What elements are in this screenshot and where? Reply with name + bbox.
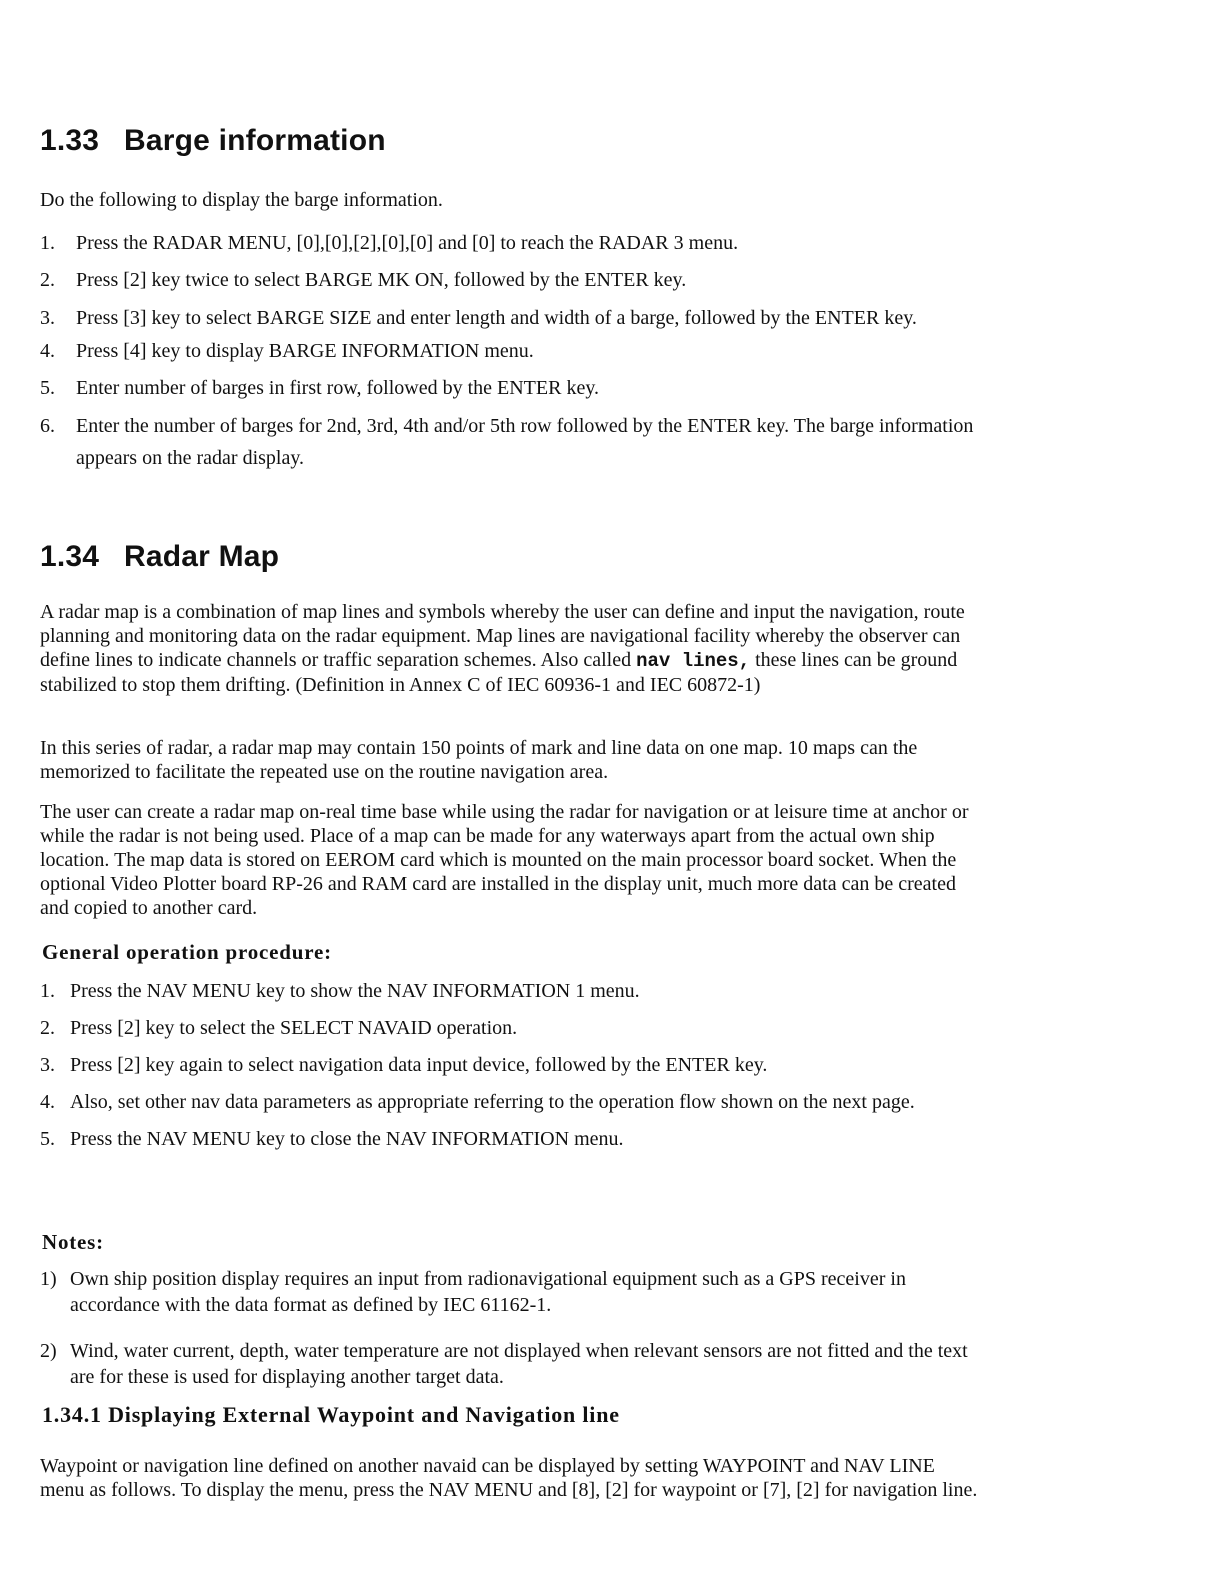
radar-map-paragraph-2: In this series of radar, a radar map may contain 150 points of mark and line data on one map. 10 maps can the memorized to facilitate the repeated use on the routine navigation area. xyxy=(40,737,918,783)
section-133-intro: Do the following to display the barge information. xyxy=(40,189,443,211)
notes-list xyxy=(40,1266,980,1400)
section-134-number: 1.34 xyxy=(40,540,100,573)
list-item: 3. Press [2] key again to select navigation data input device, followed by the ENTER key. xyxy=(40,1054,768,1076)
list-item: 2. Press [2] key to select the SELECT NAVAID operation. xyxy=(40,1017,518,1039)
list-item: 5. Enter number of barges in first row, followed by the ENTER key. xyxy=(40,377,600,399)
list-item: 1) Own ship position display requires an input from radionavigational equipment such as a GPS receiver in accordance with the data format as defined by IEC 61162-1. xyxy=(40,1268,906,1316)
radar-map-paragraph-3: The user can create a radar map on-real time base while using the radar for navigation or at leisure time at anchor or while the radar is not being used. Place of a map can be made for any waterways apart from the actual own ship location. The map data is stored on EEROM card which is mounted on the main processor board socket. When the optional Video Plotter board RP-26 and RAM card are installed in the display unit, much more data can be created and copied to another card. xyxy=(40,801,969,919)
nav-lines-term: nav lines, xyxy=(636,650,751,672)
section-134-title: Radar Map xyxy=(124,540,280,573)
procedure-heading: General operation procedure: xyxy=(42,940,332,964)
section-133-steps xyxy=(40,228,980,484)
section-134-heading xyxy=(40,540,279,574)
notes-heading: Notes: xyxy=(42,1230,104,1254)
procedure-steps xyxy=(40,976,980,1164)
section-133-title: Barge information xyxy=(124,124,386,157)
list-item: 6. Enter the number of barges for 2nd, 3rd, 4th and/or 5th row followed by the ENTER key. The barge information appears on the radar display. xyxy=(40,415,974,469)
list-item: 1. Press the NAV MENU key to show the NAV INFORMATION 1 menu. xyxy=(40,980,640,1002)
list-item: 1. Press the RADAR MENU, [0],[0],[2],[0],[0] and [0] to reach the RADAR 3 menu. xyxy=(40,232,739,254)
list-item: 4. Also, set other nav data parameters as appropriate referring to the operation flow shown on the next page. xyxy=(40,1091,915,1113)
radar-map-paragraph-1: A radar map is a combination of map lines and symbols whereby the user can define and input the navigation, route planning and monitoring data on the radar equipment. Map lines are navigational facility whereby the observer can define lines to indicate channels or traffic separation schemes. Also called nav lines, these lines can be ground stabilized to stop them drifting. (Definition in Annex C of IEC 60936-1 and IEC 60872-1) xyxy=(40,601,965,696)
list-item: 2) Wind, water current, depth, water temperature are not displayed when relevant sensors are not fitted and the text are for these is used for displaying another target data. xyxy=(40,1340,968,1388)
list-item: 5. Press the NAV MENU key to close the NAV INFORMATION menu. xyxy=(40,1128,624,1150)
list-item: 4. Press [4] key to display BARGE INFORMATION menu. xyxy=(40,340,534,362)
list-item: 2. Press [2] key twice to select BARGE MK ON, followed by the ENTER key. xyxy=(40,269,687,291)
list-item: 3. Press [3] key to select BARGE SIZE and enter length and width of a barge, followed by the ENTER key. xyxy=(40,307,917,329)
section-1341-paragraph: Waypoint or navigation line defined on another navaid can be displayed by setting WAYPOINT and NAV LINE menu as follows. To display the menu, press the NAV MENU and [8], [2] for waypoint or [7], [2] for navigation line. xyxy=(40,1455,978,1501)
section-133-number: 1.33 xyxy=(40,124,100,157)
section-1341-heading: 1.34.1 Displaying External Waypoint and Navigation line xyxy=(42,1402,620,1427)
section-133-heading xyxy=(40,124,386,158)
